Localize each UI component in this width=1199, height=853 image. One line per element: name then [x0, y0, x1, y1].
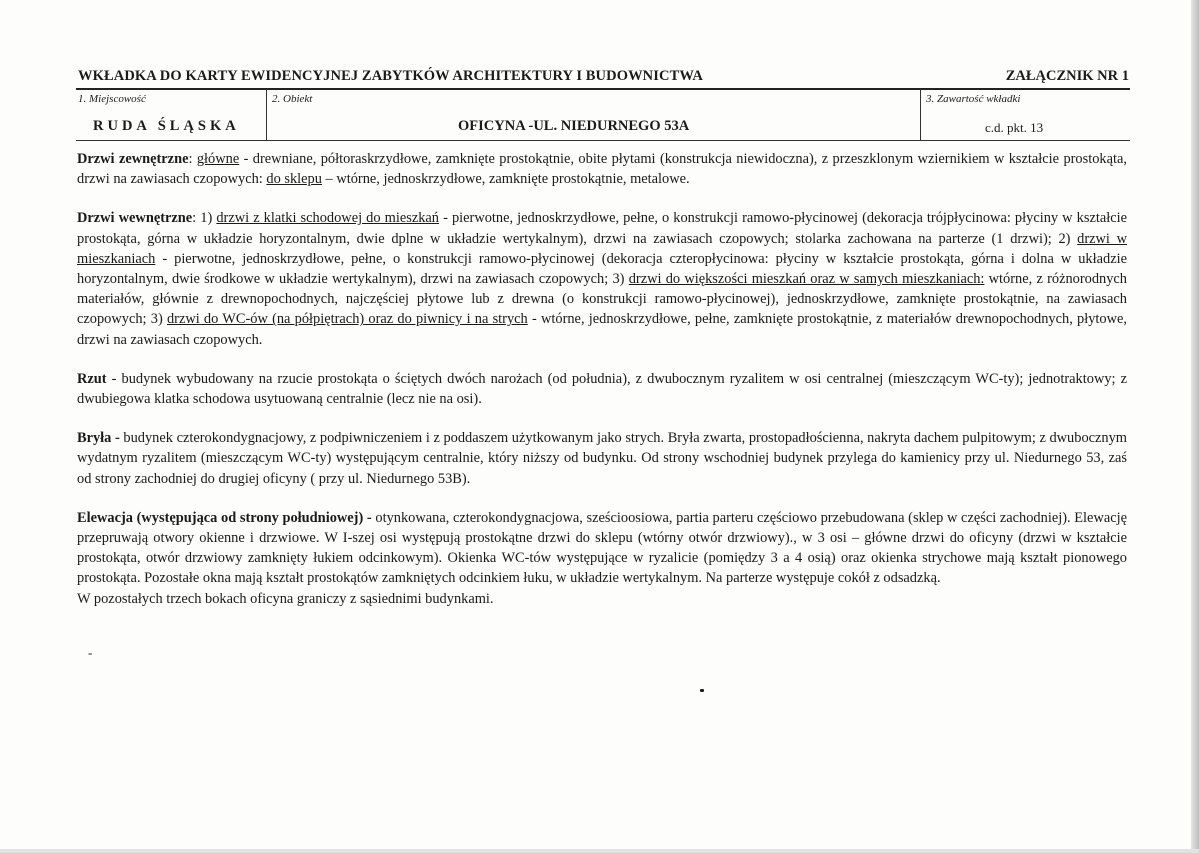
document-body: [77, 149, 1127, 609]
stray-dot-mark: [700, 689, 704, 692]
text-span: - pierwotne, jednoskrzydłowe, pełne, o konstrukcji ramowo-płycinowej (dekoracja trójpłycinowa: płyciny w kształcie prostokąta, górna w układzie horyzontalnym, dwie dplne w układzie wertykalnym), drzwi na zawiasach czopowych; stolarka zachowana na parterze (1 drzwi); 2): [77, 210, 1127, 247]
text-span: - pierwotne, jednoskrzydłowe, pełne, o konstrukcji ramowo-płycinowej (dekoracja czteropłycinowa: płyciny w kształcie prostokąta, górna i dolna w układzie horyzontalnym, dwie środkowe w układzie wertykalnym), drzwi na zawiasach czopowych; 3): [77, 250, 1127, 288]
stray-dash-mark: -: [88, 645, 93, 660]
fields-rule: [76, 140, 1130, 141]
text-span: wtórne, z różnorodnych materiałów, głównie z drewnopochodnych, najczęściej płytowe lub z drewna (o konstrukcji ramowo-płycinowej), jednoskrzydłowe, zamknięte prostokątnie, na zawiasach czopowych; 3): [77, 271, 1127, 328]
underlined-term: do sklepu: [266, 171, 322, 188]
underlined-term: drzwi do WC-ów (na półpiętrach) oraz do piwnicy i na strych: [166, 311, 528, 328]
elevation-paragraph: [77, 508, 1127, 589]
content-label: 3. Zawartość wkładki: [926, 93, 1021, 105]
location-value: RUDA ŚLĄSKA: [93, 118, 240, 134]
scan-edge-bottom: [0, 849, 1199, 853]
neighbours-line: W pozostałych trzech bokach oficyna graniczy z sąsiednimi budynkami.: [77, 590, 494, 607]
text-span: – wtórne, jednoskrzydłowe, zamknięte prostokątnie, metalowe.: [321, 171, 690, 188]
object-label: 2. Obiekt: [272, 93, 313, 105]
mass-heading: Bryła -: [77, 430, 120, 447]
text-span: otynkowana, czterokondygnacjowa, sześcioosiowa, partia parteru częściowo przebudowana (sklep w części zachodniej). Elewację przepruwają otwory okienne i drzwiowe. W I-szej osi występują prostokątne drzwi do sklepu (wtórny otwór drzwiowy)., w 3 osi – główne drzwi do oficyny (drzwi w kształcie prostokąta, otwór drzwiowy zamknięty łukiem odcinkowym). Okienka WC-tów występujące w ryzalicie (pomiędzy 3 a 4 osią) oraz okienka strychowe mają kształt pionowego prostokąta. Pozostałe okna mają kształt prostokątów zamkniętych odcinkiem łuku, w układzie wertykalnym. Na parterze występuje cokół z odsadzką.: [77, 509, 1127, 587]
interior-doors-paragraph: [77, 208, 1127, 349]
header-rule: [76, 88, 1130, 90]
exterior-doors-paragraph: [77, 149, 1127, 189]
underlined-term: drzwi do większości mieszkań oraz w samych mieszkaniach:: [628, 271, 985, 288]
underlined-term: drzwi z klatki schodowej do mieszkań: [216, 210, 439, 227]
text-span: - drewniane, półtoraskrzydłowe, zamknięte prostokątnie, obite płytami (konstrukcja niewidoczna), z przeszklonym wziernikiem w kształcie prostokąta, drzwi na zawiasach czopowych:: [77, 151, 1127, 188]
object-value: OFICYNA -UL. NIEDURNEGO 53A: [458, 118, 690, 134]
location-label: 1. Miejscowość: [78, 93, 146, 105]
field-divider-1: [266, 89, 267, 141]
underlined-term: główne: [196, 151, 240, 167]
document-title: WKŁADKA DO KARTY EWIDENCYJNEJ ZABYTKÓW ARCHITEKTURY I BUDOWNICTWA: [78, 68, 703, 84]
text-span: - budynek wybudowany na rzucie prostokąta o ściętych dwóch narożach (od południa), z dwubocznym ryzalitem w osi centralnej (mieszczącym WC-ty); jednotraktowy; z dwubiegowa klatka schodowa usytuowaną centralnie (lecz nie na osi).: [77, 370, 1127, 408]
mass-paragraph: [77, 428, 1127, 489]
elevation-heading: Elewacja (występująca od strony południowej) -: [77, 509, 372, 526]
exterior-doors-heading: Drzwi zewnętrzne: [77, 151, 189, 167]
field-divider-2: [920, 89, 921, 141]
scan-edge: [1191, 0, 1199, 853]
text-span: - wtórne, jednoskrzydłowe, pełne, zamknięte prostokątnie, z materiałów drewnopochodnych, płytowe, drzwi na zawiasach czopowych.: [77, 311, 1127, 348]
plan-paragraph: [77, 369, 1127, 409]
text-span: budynek czterokondygnacjowy, z podpiwniczeniem i z poddaszem użytkowanym jako strych. Bryła zwarta, prostopadłościenna, nakryta dachem pulpitowym; z dwubocznym wydatnym ryzalitem (mieszczącym WC-ty) występującym centralnie, który niższy od budynku. Od strony wschodniej budynek przylega do kamienicy przy ul. Niedurnego 53, zaś od strony zachodniej do drugiej oficyny ( przy ul. Niedurnego 53B).: [77, 430, 1127, 487]
content-value: c.d. pkt. 13: [985, 120, 1044, 135]
attachment-number: ZAŁĄCZNIK NR 1: [1005, 68, 1129, 84]
underlined-term: drzwi w mieszkaniach: [77, 230, 1127, 267]
plan-heading: Rzut: [77, 370, 107, 387]
text-span: :: [188, 151, 197, 167]
text-span: : 1): [192, 210, 217, 227]
interior-doors-heading: Drzwi wewnętrzne: [77, 210, 193, 227]
